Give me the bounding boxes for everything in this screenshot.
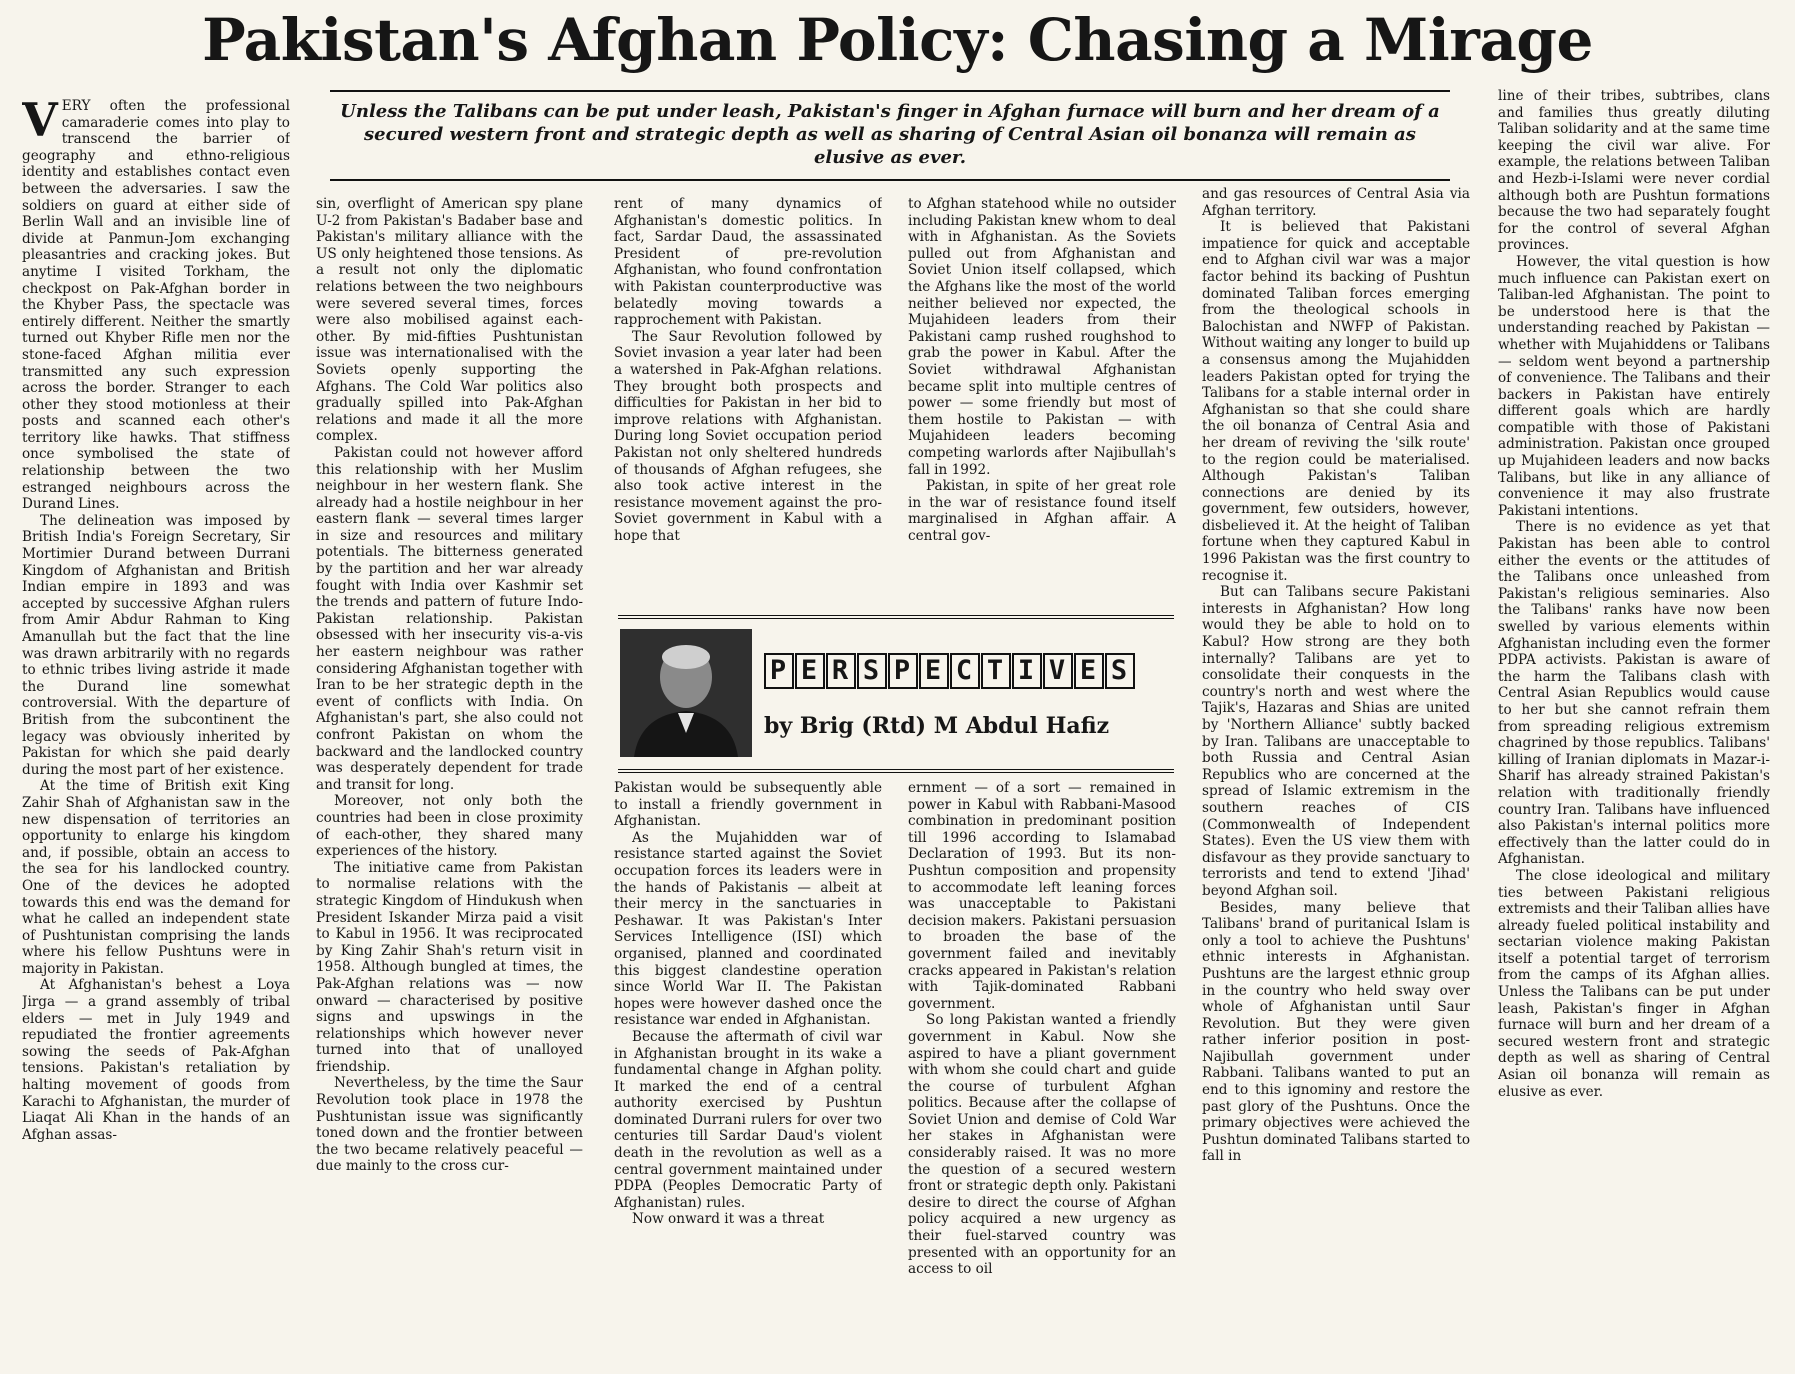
perspectives-letter: P — [888, 653, 918, 689]
article-paragraph: sin, overflight of American spy plane U-2 from Pakistan's Badaber base and Pakistan's military alliance with the US only heightened those tensions. As a result not only the diplomatic relations between the two neighbours were severed several times, forces were also mobilised against each-other. By mid-fifties Pushtunistan issue was internationalised with the Soviets openly supporting the Afghans. The Cold War politics also gradually spilled into Pak-Afghan relations and made it all the more complex. — [316, 196, 583, 445]
perspectives-box — [618, 615, 1174, 773]
article-paragraph: Pakistan would be subsequently able to install a friendly government in Afghanistan. — [614, 780, 882, 830]
perspectives-letter: R — [826, 653, 856, 689]
article-paragraph: At Afghanistan's behest a Loya Jirga — a grand assembly of tribal elders — met in July 1949 and repudiated the frontier agreements sowing the seeds of Pak-Afghan tensions. Pakistan's retaliation by halting movement of goods from Karachi to Afghanistan, the murder of Liaqat Ali Khan in the hands of an Afghan assas- — [22, 977, 290, 1143]
article-paragraph: Nevertheless, by the time the Saur Revolution took place in 1978 the Pushtunistan issue was significantly toned down and the frontier between the two became relatively peaceful — due mainly to the cross cur- — [316, 1075, 583, 1175]
article-paragraph: rent of many dynamics of Afghanistan's domestic politics. In fact, Sardar Daud, the assassinated President of pre-revolution Afghanistan, who found confrontation with Pakistan counterproductive was belatedly moving towards a rapprochement with Pakistan. — [614, 196, 882, 329]
deck-subheading: Unless the Talibans can be put under leash, Pakistan's finger in Afghan furnace will burn and her dream of a secured western front and strategic depth as well as sharing of Central Asian oil bonanza will remain as elusive as ever. — [330, 90, 1450, 181]
article-paragraph: But can Talibans secure Pakistani interests in Afghanistan? How long would they be able to hold on to Kabul? How strong are they both internally? Talibans are yet to consolidate their conquests in the country's north and west where the Tajik's, Hazaras and Shias are united by 'Northern Alliance' subtly backed by Iran. Talibans are unacceptable to both Russia and Central Asian Republics who are concerned at the spread of Islamic extremism in the southern reaches of CIS (Commonwealth of Independent States). Even the US view them with disfavour as they provide sanctuary to terrorists and tend to extend 'Jihad' beyond Afghan soil. — [1202, 584, 1470, 899]
article-paragraph: and gas resources of Central Asia via Afghan territory. — [1202, 186, 1470, 219]
headline: Pakistan's Afghan Policy: Chasing a Mirage — [202, 6, 1593, 74]
author-photo — [620, 629, 752, 757]
article-paragraph: Now onward it was a threat — [632, 1211, 825, 1228]
article-paragraph: However, the vital question is how much influence can Pakistan exert on Taliban-led Afghanistan. The point to be understood here is that the understanding reached by Pakistan — whether with Mujahiddens or Talibans — seldom went beyond a partnership of convenience. The Talibans and their backers in Pakistan have entirely different goals which are hardly compatible with those of Pakistani administration. Pakistan once grouped up Mujahideen leaders and now backs Talibans, but like in any alliance of convenience it may also frustrate Pakistani intentions. — [1498, 253, 1770, 519]
article-paragraph: So long Pakistan wanted a friendly government in Kabul. Now she aspired to have a pliant government with whom she could chart and guide the course of turbulent Afghan politics. Because after the collapse of Soviet Union and demise of Cold War her stakes in Afghanistan were considerably raised. It was no more the question of a secured western front or strategic depth only. Pakistani desire to direct the course of Afghan policy acquired a new urgency as their fuel-starved country was presented with an opportunity for an access to oil — [908, 1012, 1176, 1278]
perspectives-letter: E — [1074, 653, 1104, 689]
perspectives-label — [764, 653, 1136, 689]
column-4-top — [908, 196, 1176, 606]
perspectives-letter: S — [1105, 653, 1135, 689]
column-2 — [316, 196, 583, 1368]
perspectives-letter: S — [857, 653, 887, 689]
perspectives-letter: T — [981, 653, 1011, 689]
article-paragraph: The Saur Revolution followed by Soviet invasion a year later had been a watershed in Pak-Afghan relations. They brought both prospects and difficulties for Pakistan in her bid to improve relations with Afghanistan. During long Soviet occupation period Pakistan not only sheltered hundreds of thousands of Afghan refugees, she also took active interest in the resistance movement against the pro-Soviet government in Kabul with a hope that — [614, 328, 882, 544]
article-paragraph: VERY often the professional camaraderie comes into play to transcend the barrier of geography and ethno-religious identity and establishes contact even between the adversaries. I saw the soldiers on guard at either side of Berlin Wall and an invisible line of divide at Panmun-Jom exchanging pleasantries and cracking jokes. But anytime I visited Torkham, the checkpost on Pak-Afghan border in the Khyber Pass, the spectacle was entirely different. Neither the smartly turned out Khyber Rifle men nor the stone-faced Afghan militia ever transmitted any such expression across the border. Stranger to each other they stood motionless at their posts and scanned each other's territory like hawks. That stiffness once symbolised the state of relationship between the two estranged neighbours across the Durand Lines. — [22, 98, 290, 513]
article-paragraph: line of their tribes, subtribes, clans and families thus greatly diluting Taliban solidarity and at the same time keeping the civil war alive. For example, the relations between Taliban and Hezb-i-Islami were never cordial although both are Pushtun formations because the two had separately fought for the control of several Afghan provinces. — [1498, 88, 1770, 254]
column-1 — [22, 98, 290, 1368]
article-paragraph: Because the aftermath of civil war in Afghanistan brought in its wake a fundamental change in Afghan polity. It marked the end of a central authority exercised by Pushtun dominated Durrani rulers for over two centuries till Sardar Daud's violent death in the revolution as well as a central government maintained under PDPA (Peoples Democratic Party of Afghanistan) rules. — [614, 1028, 882, 1211]
article-paragraph: As the Mujahidden war of resistance started against the Soviet occupation forces its leaders were in the hands of Pakistanis — albeit at their mercy in the sanctuaries in Peshawar. It was Pakistan's Inter Services Intelligence (ISI) which organised, planned and coordinated this biggest clandestine operation since World War II. The Pakistan hopes were however dashed once the resistance war ended in Afghanistan. — [614, 829, 882, 1029]
column-6 — [1498, 88, 1770, 1368]
perspectives-letter: P — [764, 653, 794, 689]
article-paragraph: Pakistan, in spite of her great role in the war of resistance found itself marginalised in Afghan affair. A central gov- — [908, 478, 1176, 544]
article-paragraph: At the time of British exit King Zahir Shah of Afghanistan saw in the new dispensation of territories an opportunity to enlarge his kingdom and, if possible, obtain an access to the sea for his landlocked country. One of the devices he adopted towards this end was the demand for what he called an independent state of Pushtunistan comprising the lands where his fellow Pushtuns were in majority in Pakistan. — [22, 778, 290, 977]
article-paragraph: The close ideological and military ties between Pakistani religious extremists and their Taliban allies have already fueled political instability and sectarian violence making Pakistan itself a potential target of terrorism from the camps of its Afghan allies. Unless the Talibans can be put under leash, Pakistan's finger in Afghan furnace will burn and her dream of a secured western front and strategic depth as well as sharing of Central Asian oil bonanza will remain as elusive as ever. — [1498, 867, 1770, 1100]
article-paragraph: It is believed that Pakistani impatience for quick and acceptable end to Afghan civil war was a major factor behind its backing of Pushtun dominated Taliban forces emerging from the theological schools in Balochistan and NWFP of Pakistan. Without waiting any longer to build up a consensus among the Mujahidden leaders Pakistan opted for trying the Talibans for a stable internal order in Afghanistan so that she could share the oil bonanza of Central Asia and her dream of reviving the 'silk route' to the region could be materialised. Although Pakistan's Taliban connections are denied by its government, few outsiders, however, disbelieved it. At the height of Taliban fortune when they captured Kabul in 1996 Pakistan was the first country to recognise it. — [1202, 219, 1470, 584]
drop-cap: V — [22, 98, 58, 147]
article-paragraph: The initiative came from Pakistan to normalise relations with the strategic Kingdom of Hindukush when President Iskander Mirza paid a visit to Kabul in 1956. It was reciprocated by King Zahir Shah's return visit in 1958. Although bungled at times, the Pak-Afghan relations was — now onward — characterised by positive signs and upswings in the relationships which however never turned into that of unalloyed friendship. — [316, 859, 583, 1075]
column-3-bottom — [614, 780, 882, 1368]
column-5 — [1202, 186, 1470, 1368]
perspectives-letter: E — [795, 653, 825, 689]
article-paragraph: There is no evidence as yet that Pakistan has been able to control either the events or the attitudes of the Talibans once unleashed from Pakistan's religious seminaries. Also the Talibans' ranks have now been swelled by various elements within Afghanistan including even the former PDPA activists. Pakistan is aware of the harm the Talibans clash with Central Asian Republics would cause to her but she cannot refrain them from spreading religious extremism chagrined by those republics. Talibans' killing of Iranian diplomats in Mazar-i-Sharif has already strained Pakistan's relation with traditionally friendly country Iran. Talibans have influenced also Pakistan's internal politics more effectively than the latter could do in Afghanistan. — [1498, 519, 1770, 868]
article-paragraph: ernment — of a sort — remained in power in Kabul with Rabbani-Masood combination in predominant position till 1996 according to Islamabad Declaration of 1993. But its non-Pushtun composition and propensity to accommodate left leaning forces was unacceptable to Pakistani decision makers. Pakistani persuasion to broaden the base of the government failed and inevitably cracks appeared in Pakistan's relation with Tajik-dominated Rabbani government. — [908, 780, 1176, 1012]
byline: by Brig (Rtd) M Abdul Hafiz — [764, 713, 1110, 739]
perspectives-letter: I — [1012, 653, 1042, 689]
article-paragraph: The delineation was imposed by British India's Foreign Secretary, Sir Mortimier Durand between Durrani Kingdom of Afghanistan and British Indian empire in 1893 and was accepted by successive Afghan rulers from Amir Abdur Rahman to King Amanullah but the fact that the line was drawn arbitrarily with no regards to ethnic tribes living astride it made the Durand line somewhat controversial. With the departure of British from the subcontinent the legacy was obviously inherited by Pakistan for which she paid dearly during the most part of her existence. — [22, 512, 290, 778]
perspectives-letter: E — [919, 653, 949, 689]
article-paragraph: Pakistan could not however afford this relationship with her Muslim neighbour in her western flank. She already had a hostile neighbour in her eastern flank — several times larger in size and resources and military potentials. The bitterness generated by the partition and her war already fought with India over Kashmir set the trends and pattern of future Indo-Pakistan relationship. Pakistan obsessed with her insecurity vis-a-vis her eastern neighbour was rather considering Afghanistan together with Iran to be her strategic depth in the event of conflicts with India. On Afghanistan's part, she also could not confront Pakistan on whom the backward and the landlocked country was desperately dependent for trade and transit for long. — [316, 444, 583, 793]
perspectives-letter: C — [950, 653, 980, 689]
perspectives-letter: V — [1043, 653, 1073, 689]
article-paragraph: to Afghan statehood while no outsider including Pakistan knew whom to deal with in Afghanistan. As the Soviets pulled out from Afghanistan and Soviet Union itself collapsed, which the Afghans like the most of the world neither believed nor expected, the Mujahideen leaders from their Pakistani camp rushed roughshod to grab the power in Kabul. After the Soviet withdrawal Afghanistan became split into multiple centres of power — some friendly but most of them hostile to Pakistan — with Mujahideen leaders becoming competing warlords after Najibullah's fall in 1992. — [908, 196, 1176, 478]
article-paragraph: Besides, many believe that Talibans' brand of puritanical Islam is only a tool to achieve the Pushtuns' ethnic interests in Afghanistan. Pushtuns are the largest ethnic group in the country who held sway over whole of Afghanistan until Saur Revolution. But they were given rather inferior position in post-Najibullah government under Rabbani. Talibans wanted to put an end to this ignominy and restore the past glory of the Pushtuns. Once the primary objectives were achieved the Pushtun dominated Talibans started to fall in — [1202, 899, 1470, 1165]
article-paragraph: Moreover, not only both the countries had been in close proximity of each-other, they shared many experiences of the history. — [316, 793, 583, 860]
column-3-top — [614, 196, 882, 606]
column-4-bottom — [908, 780, 1176, 1368]
